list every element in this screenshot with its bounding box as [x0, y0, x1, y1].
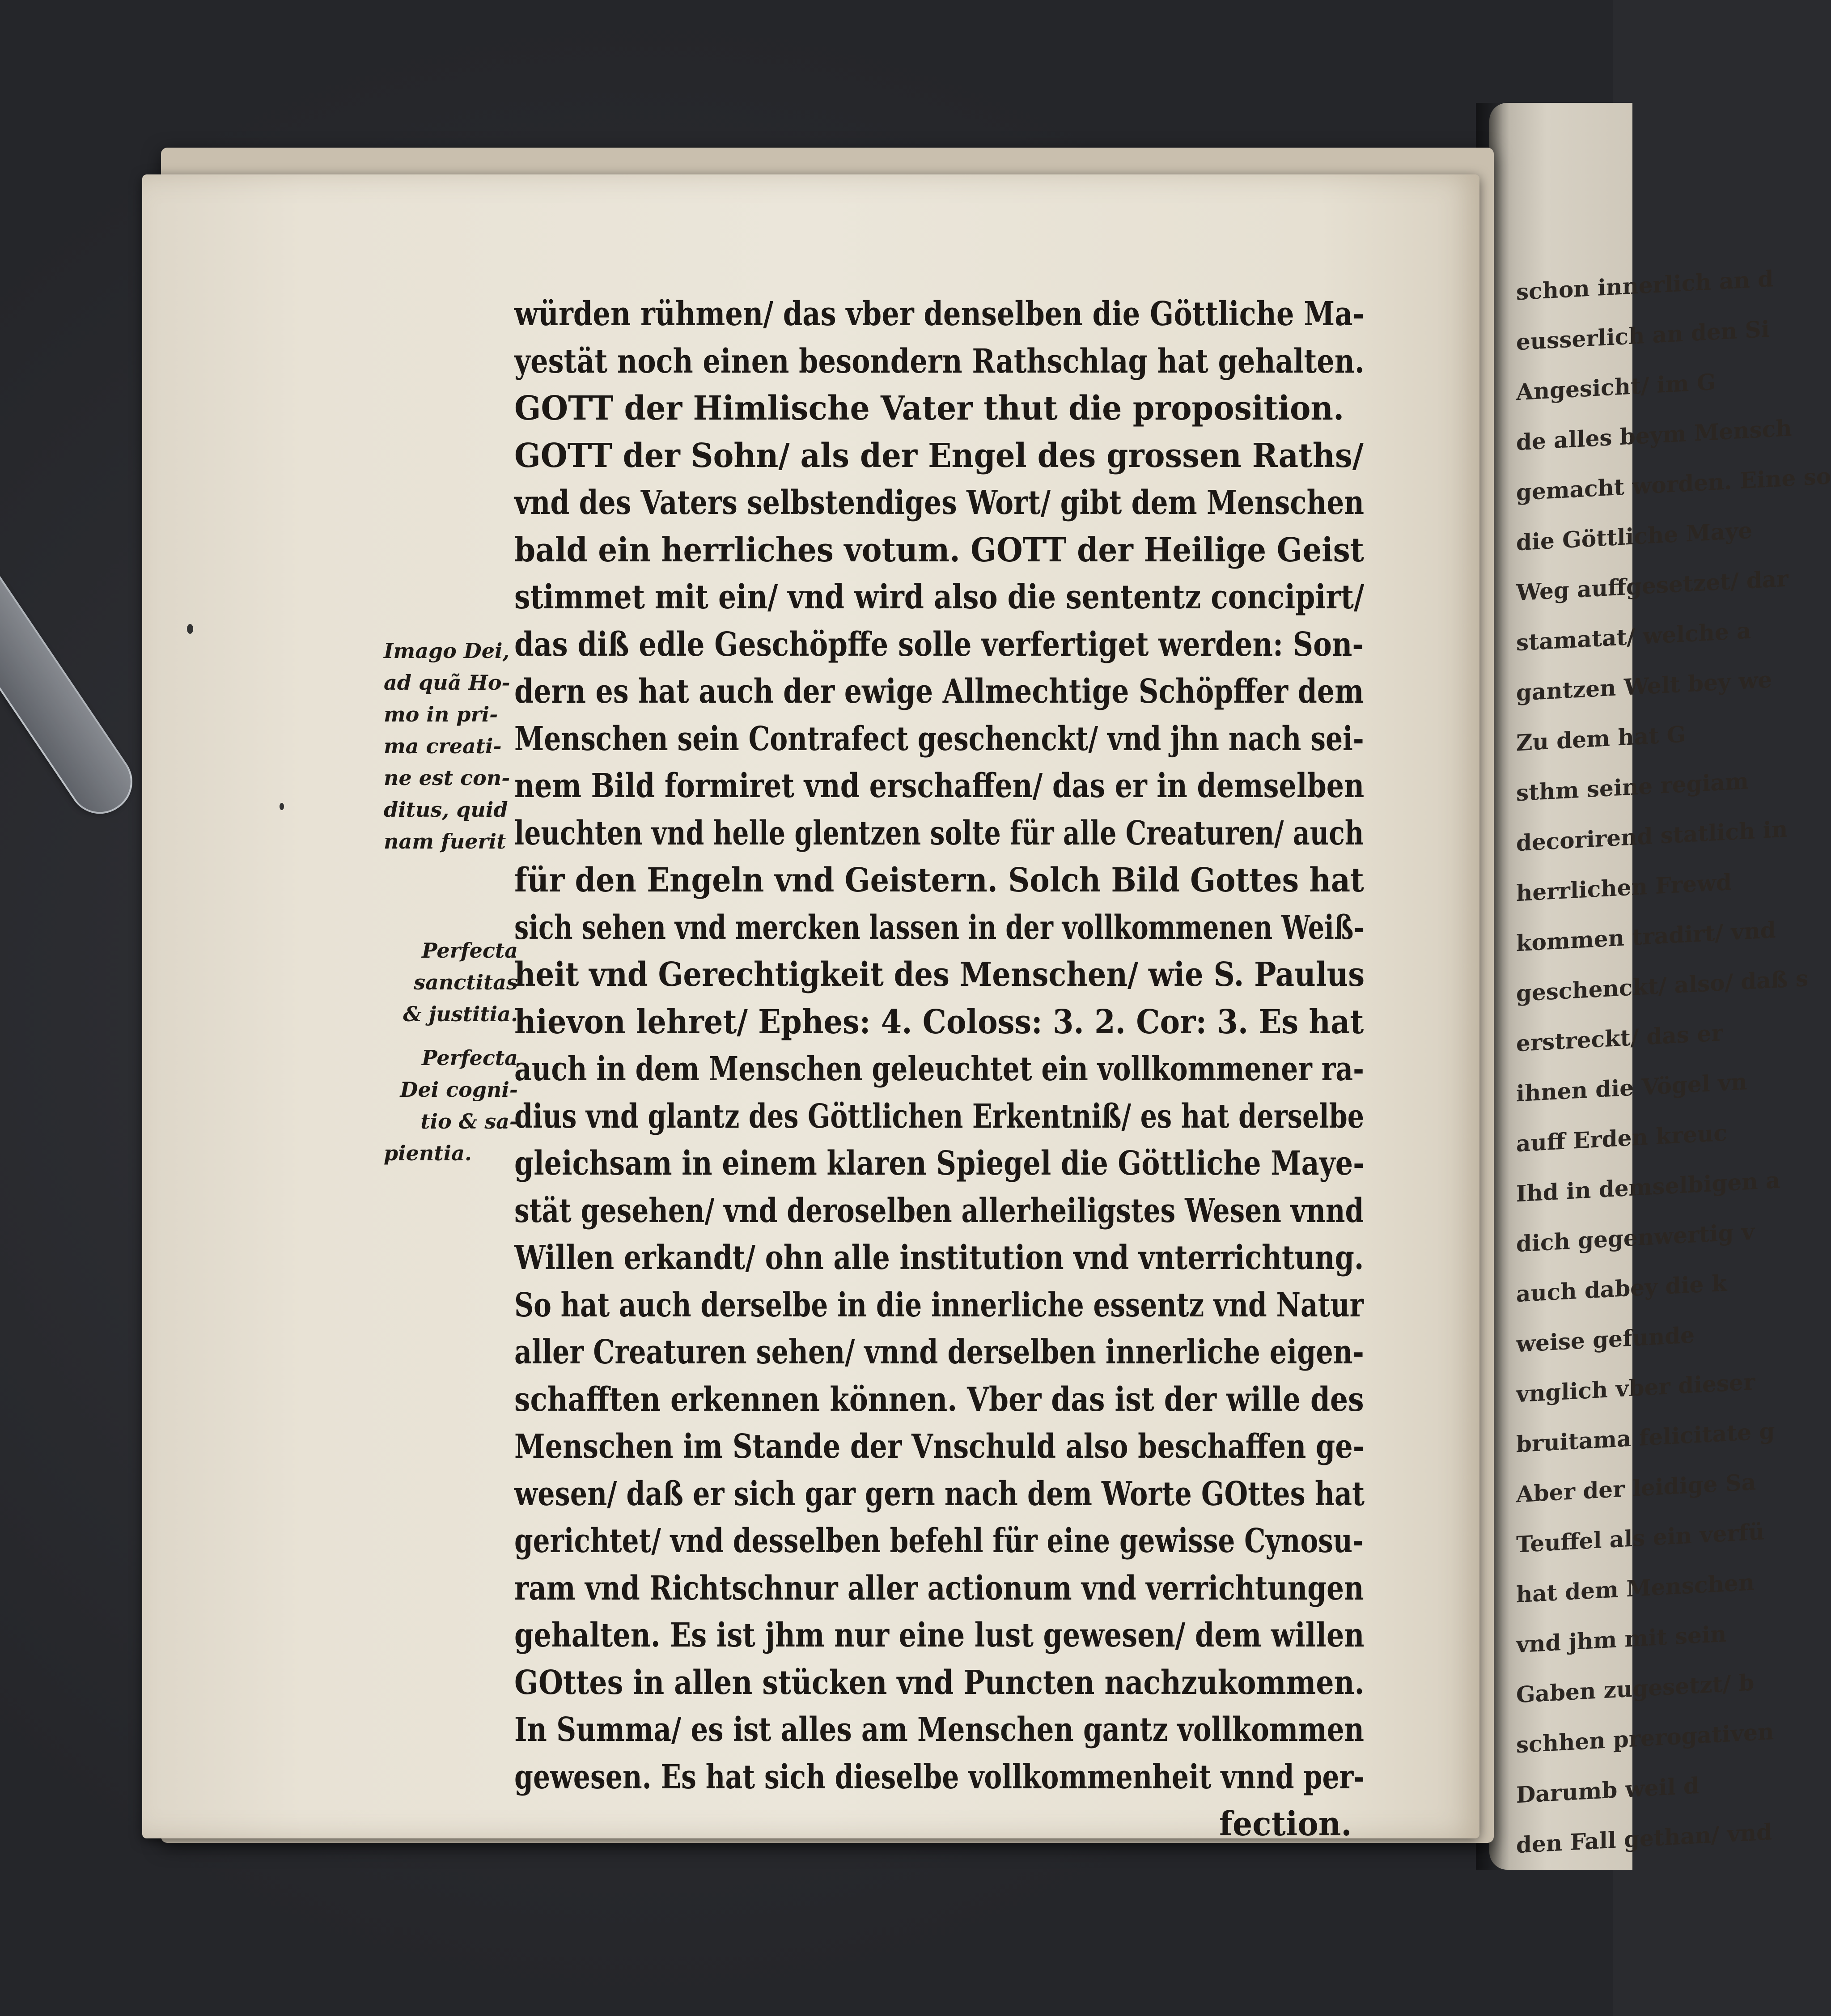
margin-note-line: mo in pri- — [384, 702, 498, 726]
facing-page-line: bruitama felicitate g — [1516, 1418, 1775, 1458]
text-line: gewesen. Es hat sich dieselbe vollkommenheit vnnd per- — [514, 1757, 1365, 1796]
text-line: wesen/ daß er sich gar gern nach dem Worte GOttes hat — [514, 1474, 1365, 1513]
margin-note-line: & justitia. — [403, 1002, 518, 1026]
text-line: dius vnd glantz des Göttlichen Erkentniß/ es hat derselbe — [514, 1097, 1365, 1136]
text-line: GOttes in allen stücken vnd Puncten nachzukommen. — [514, 1663, 1365, 1702]
margin-note-perfecta-cognitio — [384, 1042, 518, 1169]
facing-page-line: Gaben zugesetzt/ b — [1516, 1669, 1755, 1708]
facing-page-line: Aber der leidige Sa — [1516, 1468, 1756, 1508]
facing-page-line: Ihd in demselbigen a — [1516, 1167, 1780, 1207]
facing-page-line: geschenckt/ also/ daß s — [1516, 965, 1809, 1007]
text-line: Menschen im Stande der Vnschuld also beschaffen ge- — [514, 1427, 1365, 1466]
facing-page-line: auff Erden kreuc — [1516, 1119, 1727, 1157]
facing-page-line: stamatat/ welche a — [1516, 617, 1751, 656]
text-line: leuchten vnd helle glentzen solte für alle Creaturen/ auch — [514, 814, 1364, 853]
text-line: In Summa/ es ist alles am Menschen gantz vollkommen — [514, 1710, 1364, 1749]
facing-page-line: schon innerlich an d — [1516, 265, 1774, 306]
margin-note-line: Perfecta — [422, 938, 518, 963]
text-line: hievon lehret/ Ephes: 4. Coloss: 3. 2. Cor: 3. Es hat — [514, 1002, 1364, 1041]
facing-page-line: erstreckt/ das er — [1516, 1019, 1723, 1057]
facing-page-line: Angesicht/ im G — [1516, 368, 1716, 406]
facing-page-line: eusserlich an den Si — [1516, 315, 1770, 356]
text-line: gerichtet/ vnd desselben befehl für eine gewisse Cynosu- — [514, 1522, 1364, 1560]
margin-note-line: Dei cogni- — [400, 1078, 518, 1102]
facing-page-line: Weg auffgesetzet/ dar — [1516, 565, 1789, 606]
text-line: aller Creaturen sehen/ vnnd derselben innerliche eigen- — [514, 1333, 1364, 1371]
facing-page-line: sthm seine regiam — [1516, 768, 1749, 806]
text-line: heit vnd Gerechtigkeit des Menschen/ wie S. Paulus — [514, 955, 1365, 994]
text-line: GOTT der Himlische Vater thut die proposition. — [514, 389, 1344, 428]
margin-note-line: ad quã Ho- — [384, 671, 510, 695]
facing-page-line: vnd jhm mit sein — [1516, 1620, 1727, 1658]
text-line: schafften erkennen können. Vber das ist der wille des — [514, 1380, 1364, 1419]
facing-page-line: gemacht worden. Eine so — [1516, 463, 1831, 506]
text-line: GOTT der Sohn/ als der Engel des grossen Raths/ — [514, 436, 1364, 475]
facing-page-line: decorirend statlich in — [1516, 815, 1788, 857]
text-line: gehalten. Es ist jhm nur eine lust gewesen/ dem willen — [514, 1616, 1365, 1655]
facing-page-line: ihnen die Vögel vn — [1516, 1068, 1747, 1107]
margin-note-line: nam fuerit — [384, 829, 506, 853]
facing-page — [1489, 103, 1831, 1870]
text-line: So hat auch derselbe in die innerliche essentz vnd Natur — [514, 1286, 1364, 1324]
text-line: Willen erkandt/ ohn alle institution vnd vnterrichtung. — [514, 1239, 1364, 1277]
text-line: Menschen sein Contrafect geschenckt/ vnd jhn nach sei- — [514, 719, 1364, 758]
margin-note-perfecta-sanctitas — [384, 935, 518, 1030]
facing-page-line: Teuffel als ein verfü — [1516, 1518, 1765, 1558]
text-line: für den Engeln vnd Geistern. Solch Bild Gottes hat — [514, 861, 1364, 900]
facing-page-line: weise gefunde — [1516, 1321, 1695, 1358]
facing-page-line: hat dem Menschen — [1516, 1569, 1755, 1608]
text-line: vnd des Vaters selbstendiges Wort/ gibt dem Menschen — [514, 484, 1365, 522]
ink-speck — [280, 803, 284, 810]
ink-speck — [187, 624, 193, 634]
margin-note-line: sanctitas — [414, 970, 518, 994]
margin-note-imago-dei — [384, 635, 518, 857]
text-line: nem Bild formiret vnd erschaffen/ das er in demselben — [514, 767, 1365, 805]
facing-page-line: den Fall gethan/ vnd — [1516, 1818, 1772, 1859]
facing-page-line: herrlichen Frewd — [1516, 869, 1732, 907]
facing-page-line: gantzen Welt bey we — [1516, 666, 1772, 706]
facing-page-line: Zu dem hat G — [1516, 721, 1686, 756]
margin-note-line: Imago Dei, — [384, 639, 510, 663]
text-line: yestät noch einen besondern Rathschlag hat gehalten. — [514, 342, 1365, 381]
text-line: ram vnd Richtschnur aller actionum vnd verrichtungen — [514, 1569, 1364, 1608]
text-line: das diß edle Geschöpffe solle verfertiget werden: Son- — [514, 625, 1364, 664]
facing-page-line: kommen tradirt/ vnd — [1516, 916, 1776, 957]
facing-page-line: Darumb weil d — [1516, 1772, 1699, 1808]
facing-page-line: de alles beym Mensch — [1516, 415, 1792, 456]
text-line: stät gesehen/ vnd deroselben allerheiligstes Wesen vnnd — [514, 1191, 1364, 1230]
text-line: würden rühmen/ das vber denselben die Göttliche Ma- — [514, 295, 1365, 333]
facing-page-line: die Göttliche Maye — [1516, 517, 1753, 556]
margin-note-line: ditus, quid — [384, 798, 508, 822]
facing-page-line: auch dabey die k — [1516, 1269, 1727, 1307]
margin-note-line: Perfecta — [422, 1046, 518, 1070]
main-text-block — [514, 291, 1418, 1848]
text-line: auch in dem Menschen geleuchtet ein vollkommener ra- — [514, 1050, 1365, 1088]
text-line: gleichsam in einem klaren Spiegel die Göttliche Maye- — [514, 1144, 1365, 1183]
text-line: dern es hat auch der ewige Allmechtige Schöpffer dem — [514, 672, 1364, 711]
facing-page-text — [1516, 261, 1831, 1871]
margin-note-line: ma creati- — [384, 734, 502, 758]
facing-page-line: schhen prerogativen — [1516, 1718, 1774, 1758]
facing-page-line: vnglich vber dieser — [1516, 1368, 1755, 1408]
margin-note-line: tio & sa- — [420, 1109, 518, 1133]
margin-note-line: pientia. — [384, 1141, 472, 1165]
facing-page-line: dich gegenwertig v — [1516, 1218, 1755, 1257]
margin-note-line: ne est con- — [384, 766, 510, 790]
text-line: bald ein herrliches votum. GOTT der Heilige Geist — [514, 531, 1364, 569]
text-line: stimmet mit ein/ vnd wird also die sententz concipirt/ — [514, 578, 1365, 616]
text-line: fection. — [1219, 1805, 1352, 1843]
text-line: sich sehen vnd mercken lassen in der vollkommenen Weiß- — [514, 908, 1365, 947]
